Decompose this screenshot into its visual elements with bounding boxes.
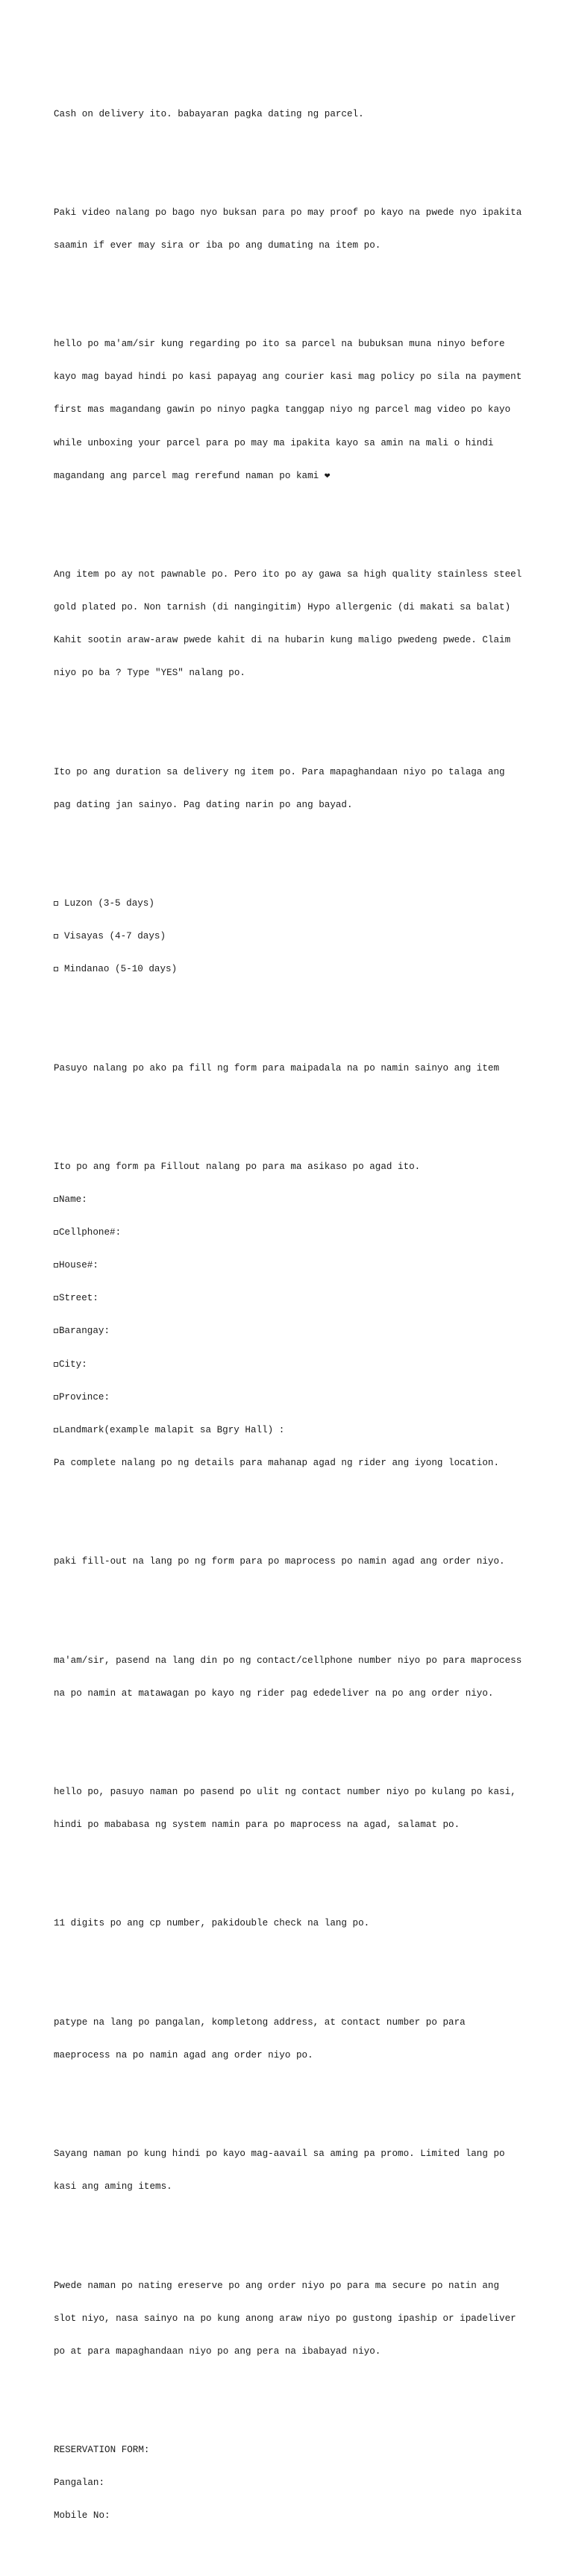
contact-request-paragraph (54, 1633, 531, 1721)
field-province: Province: (59, 1391, 110, 1403)
text-line: hello po, pasuyo naman po pasend po ulit ng contact number niyo po kulang po kasi, (54, 1786, 516, 1797)
duration-visayas: Visayas (4-7 days) (64, 931, 166, 942)
promo-paragraph (54, 2127, 531, 2215)
text-line: Sayang naman po kung hindi po kayo mag-aavail sa aming pa promo. Limited lang po (54, 2149, 505, 2160)
square-bullet-icon (54, 1395, 58, 1400)
list-item (54, 898, 531, 909)
refund-policy-paragraph (54, 317, 531, 504)
text-line: maeprocess na po namin agad ang order niyo po. (54, 2049, 313, 2061)
form-field (54, 1293, 531, 1304)
field-house: House#: (59, 1260, 98, 1271)
square-bullet-icon (54, 901, 58, 906)
text-line: slot niyo, nasa sainyo na po kung anong araw niyo po gustong ipaship or ipadeliver (54, 2313, 516, 2324)
text-line: Cash on delivery ito. babayaran pagka dating ng parcel. (54, 108, 364, 119)
text-line: 11 digits po ang cp number, pakidouble check na lang po. (54, 1918, 370, 1929)
text-line: gold plated po. Non tarnish (di nangingitim) Hypo allergenic (di makati sa balat) (54, 602, 511, 613)
text-line: kayo mag bayad hindi po kasi papayag ang courier kasi mag policy po sila na payment (54, 372, 522, 383)
text-line: ma'am/sir, pasend na lang din po ng contact/cellphone number niyo po para maprocess (54, 1655, 522, 1666)
square-bullet-icon (54, 1296, 58, 1300)
details-request-paragraph (54, 1995, 531, 2083)
form-outro: Pa complete nalang po ng details para mahanap agad ng rider ang iyong location. (54, 1457, 500, 1468)
text-line: Ang item po ay not pawnable po. Pero ito po ay gawa sa high quality stainless steel (54, 569, 522, 580)
delivery-duration-paragraph (54, 745, 531, 833)
video-proof-paragraph (54, 185, 531, 273)
field-barangay: Barangay: (59, 1326, 110, 1337)
text-line: pag dating jan sainyo. Pag dating narin po ang bayad. (54, 799, 353, 810)
field-cellphone: Cellphone#: (59, 1227, 122, 1238)
order-form (54, 1140, 531, 1491)
square-bullet-icon (54, 967, 58, 971)
square-bullet-icon (54, 1197, 58, 1202)
cod-paragraph (54, 87, 531, 142)
square-bullet-icon (54, 1362, 58, 1367)
fill-form-request (54, 1041, 531, 1096)
square-bullet-icon (54, 1329, 58, 1333)
text-line: Pwede naman po nating ereserve po ang order niyo po para ma secure po natin ang (54, 2280, 500, 2291)
reservation-title: RESERVATION FORM: (54, 2445, 150, 2456)
duration-mindanao: Mindanao (5-10 days) (64, 964, 178, 975)
form-field (54, 1194, 531, 1206)
reservation-name-field: Pangalan: (54, 2478, 105, 2489)
text-line: patype na lang po pangalan, kompletong address, at contact number po para (54, 2016, 466, 2028)
reserve-paragraph (54, 2258, 531, 2379)
form-field (54, 1392, 531, 1403)
text-line: hello po ma'am/sir kung regarding po ito sa parcel na bubuksan muna ninyo before (54, 339, 505, 350)
duration-luzon: Luzon (3-5 days) (64, 898, 154, 909)
reservation-form (54, 2423, 531, 2544)
field-landmark: Landmark(example malapit sa Bgry Hall) : (59, 1424, 285, 1435)
duration-list (54, 877, 531, 997)
form-field (54, 1425, 531, 1436)
form-intro: Ito po ang form pa Fillout nalang po para ma asikaso po agad ito. (54, 1161, 421, 1172)
reservation-mobile-field: Mobile No: (54, 2510, 110, 2522)
text-line: while unboxing your parcel para po may ma ipakita kayo sa amin na mali o hindi (54, 437, 494, 448)
digits-reminder (54, 1896, 531, 1952)
text-line: kasi ang aming items. (54, 2181, 172, 2193)
incomplete-number-paragraph (54, 1765, 531, 1853)
form-field (54, 1359, 531, 1370)
item-quality-paragraph (54, 548, 531, 701)
text-line: Paki video nalang po bago nyo buksan para po may proof po kayo na pwede nyo ipakita (54, 207, 522, 218)
fill-out-reminder (54, 1535, 531, 1590)
field-city: City: (59, 1358, 87, 1370)
field-street: Street: (59, 1293, 98, 1304)
text-line: na po namin at matawagan po kayo ng rider pag ededeliver na po ang order niyo. (54, 1687, 494, 1699)
square-bullet-icon (54, 1428, 58, 1432)
form-field (54, 1326, 531, 1337)
list-item (54, 964, 531, 975)
text-line: first mas magandang gawin po ninyo pagka tanggap niyo ng parcel mag video po kayo (54, 404, 511, 416)
square-bullet-icon (54, 1230, 58, 1235)
text-line: magandang ang parcel mag rerefund naman po kami ❤ (54, 470, 331, 481)
text-line: Pasuyo nalang po ako pa fill ng form para maipadala na po namin sainyo ang item (54, 1062, 500, 1074)
text-line: hindi po mababasa ng system namin para po maprocess na agad, salamat po. (54, 1820, 460, 1831)
text-line: paki fill-out na lang po ng form para po maprocess po namin agad ang order niyo. (54, 1556, 505, 1567)
list-item (54, 931, 531, 942)
square-bullet-icon (54, 1263, 58, 1267)
text-line: niyo po ba ? Type "YES" nalang po. (54, 668, 245, 679)
field-name: Name: (59, 1194, 87, 1206)
document-page (54, 54, 531, 2576)
text-line: Kahit sootin araw-araw pwede kahit di na hubarin kung maligo pwedeng pwede. Claim (54, 635, 511, 646)
form-field (54, 1260, 531, 1271)
text-line: po at para mapaghandaan niyo po ang pera na ibabayad niyo. (54, 2345, 381, 2357)
text-line: Ito po ang duration sa delivery ng item po. Para mapaghandaan niyo po talaga ang (54, 766, 505, 777)
square-bullet-icon (54, 934, 58, 938)
form-field (54, 1227, 531, 1238)
text-line: saamin if ever may sira or iba po ang dumating na item po. (54, 239, 381, 251)
